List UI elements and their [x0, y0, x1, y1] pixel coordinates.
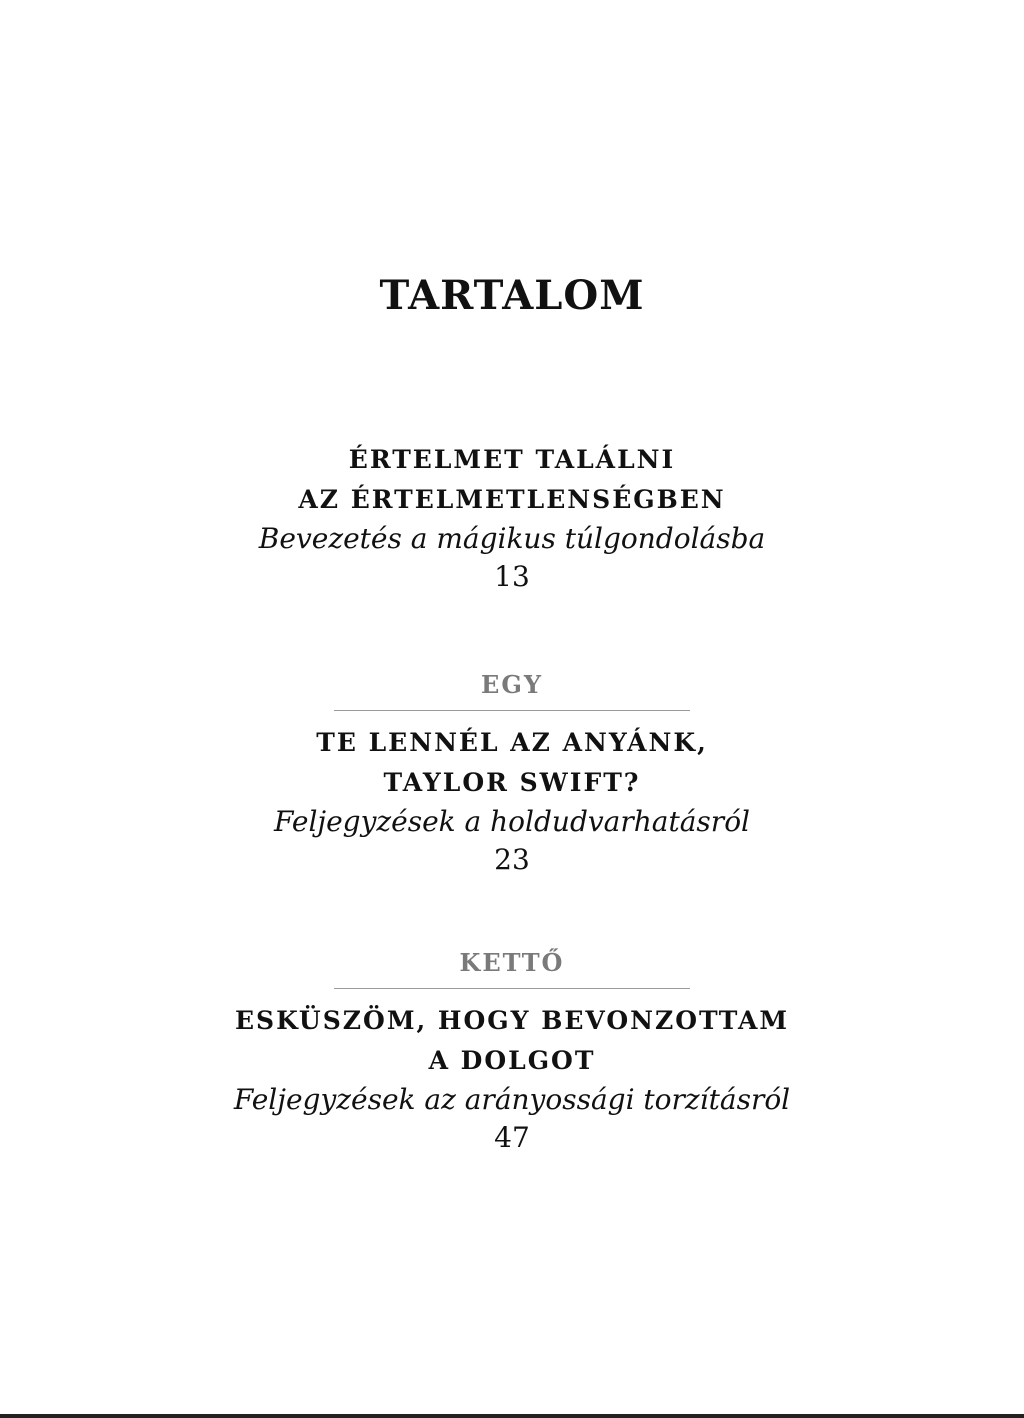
entry-heading-line: ESKÜSZÖM, HOGY BEVONZOTTAM	[234, 1006, 790, 1035]
toc-entry-chapter-2[interactable]	[0, 948, 1024, 1157]
window-bottom-edge	[0, 1414, 1024, 1418]
page-title: TARTALOM	[379, 272, 645, 319]
entry-page-number: 23	[494, 843, 530, 876]
toc-entry-introduction[interactable]	[0, 440, 1024, 596]
chapter-divider	[334, 710, 690, 711]
entry-subtitle: Bevezetés a mágikus túlgondolásba	[258, 522, 766, 555]
entry-subtitle: Feljegyzések az arányossági torzításról	[233, 1083, 791, 1116]
toc-entry-chapter-1[interactable]	[0, 670, 1024, 879]
chapter-label: KETTŐ	[459, 948, 565, 977]
entry-heading-line: TAYLOR SWIFT?	[383, 768, 641, 797]
entry-heading-line: AZ ÉRTELMETLENSÉGBEN	[298, 485, 726, 514]
entry-page-number: 13	[494, 560, 530, 593]
entry-heading-line: A DOLGOT	[428, 1046, 596, 1075]
chapter-divider	[334, 988, 690, 989]
entry-heading-line: TE LENNÉL AZ ANYÁNK,	[316, 728, 708, 757]
entry-subtitle: Feljegyzések a holdudvarhatásról	[274, 805, 750, 838]
chapter-label: EGY	[481, 670, 543, 699]
entry-heading-line: ÉRTELMET TALÁLNI	[348, 445, 676, 474]
entry-page-number: 47	[494, 1121, 530, 1154]
